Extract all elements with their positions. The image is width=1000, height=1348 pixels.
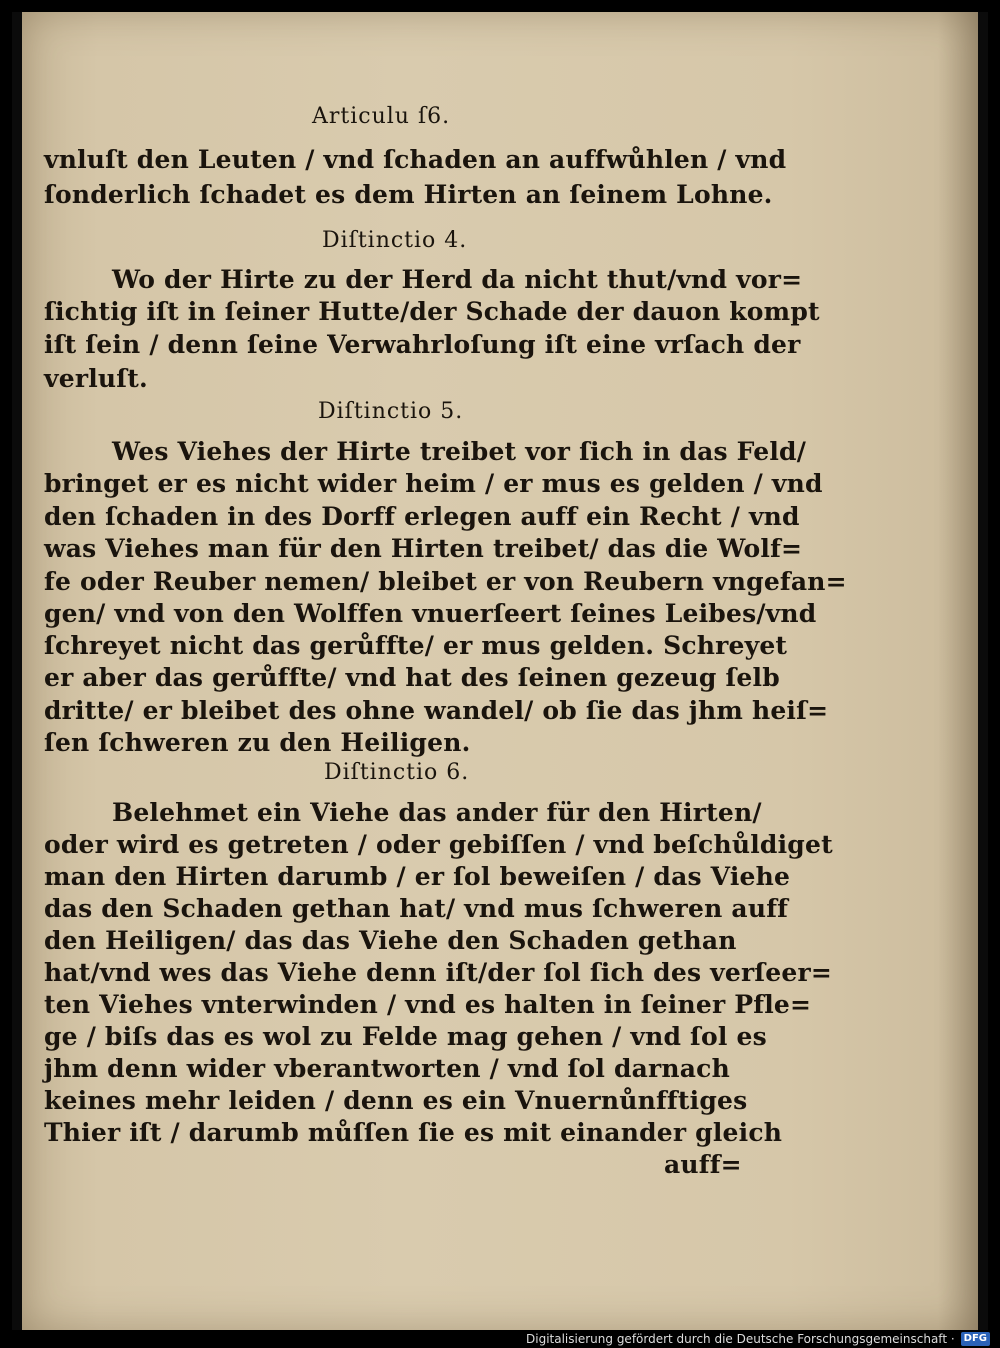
catchword: auff= (664, 1150, 742, 1179)
page-text (22, 12, 978, 1330)
footer-text: Digitalisierung gefördert durch die Deutsche Forschungsgemeinschaft · (526, 1332, 955, 1346)
text-line: ſen ſchweren zu den Heiligen. (44, 728, 471, 757)
text-line: den ſchaden in des Dorff erlegen auff ein Recht / vnd (44, 502, 800, 531)
scan-frame (12, 12, 988, 1330)
dfg-logo-icon: DFG (961, 1332, 990, 1346)
text-line: man den Hirten darumb / er ſol beweiſen / das Viehe (44, 862, 791, 891)
section-heading: Diſtinctio 6. (324, 760, 470, 785)
running-head: Articulu ſ6. (312, 104, 451, 129)
text-line: Belehmet ein Viehe das ander für den Hirten/ (112, 798, 762, 827)
text-line: dritte/ er bleibet des ohne wandel/ ob ſie das jhm heiſ= (44, 696, 829, 725)
text-line: gen/ vnd von den Wolffen vnuerſeert ſeines Leibes/vnd (44, 599, 817, 628)
text-line: ge / biſs das es wol zu Felde mag gehen / vnd ſol es (44, 1022, 767, 1051)
section-heading: Diſtinctio 5. (318, 399, 464, 424)
text-line: den Heiligen/ das das Viehe den Schaden gethan (44, 926, 737, 955)
text-line: vnluſt den Leuten / vnd ſchaden an auffwůhlen / vnd (44, 145, 787, 174)
text-line: Wo der Hirte zu der Herd da nicht thut/vnd vor= (112, 265, 803, 294)
text-line: das den Schaden gethan hat/ vnd mus ſchweren auff (44, 894, 789, 923)
text-line: hat/vnd wes das Viehe denn iſt/der ſol ſich des verſeer= (44, 958, 833, 987)
text-line: Wes Viehes der Hirte treibet vor ſich in das Feld/ (112, 437, 807, 466)
book-page (22, 12, 978, 1330)
text-line: keines mehr leiden / denn es ein Vnuernůnfftiges (44, 1086, 748, 1115)
text-line: iſt ſein / denn ſeine Verwahrloſung iſt eine vrſach der (44, 330, 801, 359)
text-line: ſonderlich ſchadet es dem Hirten an ſeinem Lohne. (44, 180, 773, 209)
section-heading: Diſtinctio 4. (322, 228, 468, 253)
text-line: was Viehes man für den Hirten treibet/ das die Wolf= (44, 534, 803, 563)
text-line: ſichtig iſt in ſeiner Hutte/der Schade der dauon kompt (44, 297, 820, 326)
text-line: bringet er es nicht wider heim / er mus es gelden / vnd (44, 469, 823, 498)
text-line: ten Viehes vnterwinden / vnd es halten in ſeiner Pfle= (44, 990, 812, 1019)
footer (526, 1332, 990, 1346)
text-line: verluſt. (44, 364, 148, 393)
text-line: Thier iſt / darumb můſſen ſie es mit einander gleich (44, 1118, 783, 1147)
text-line: jhm denn wider vberantworten / vnd ſol darnach (44, 1054, 730, 1083)
text-line: ſchreyet nicht das gerůffte/ er mus gelden. Schreyet (44, 631, 788, 660)
text-line: er aber das gerůffte/ vnd hat des ſeinen gezeug ſelb (44, 663, 780, 692)
text-line: fe oder Reuber nemen/ bleibet er von Reubern vngefan= (44, 567, 847, 596)
text-line: oder wird es getreten / oder gebiſſen / vnd beſchůldiget (44, 830, 833, 859)
